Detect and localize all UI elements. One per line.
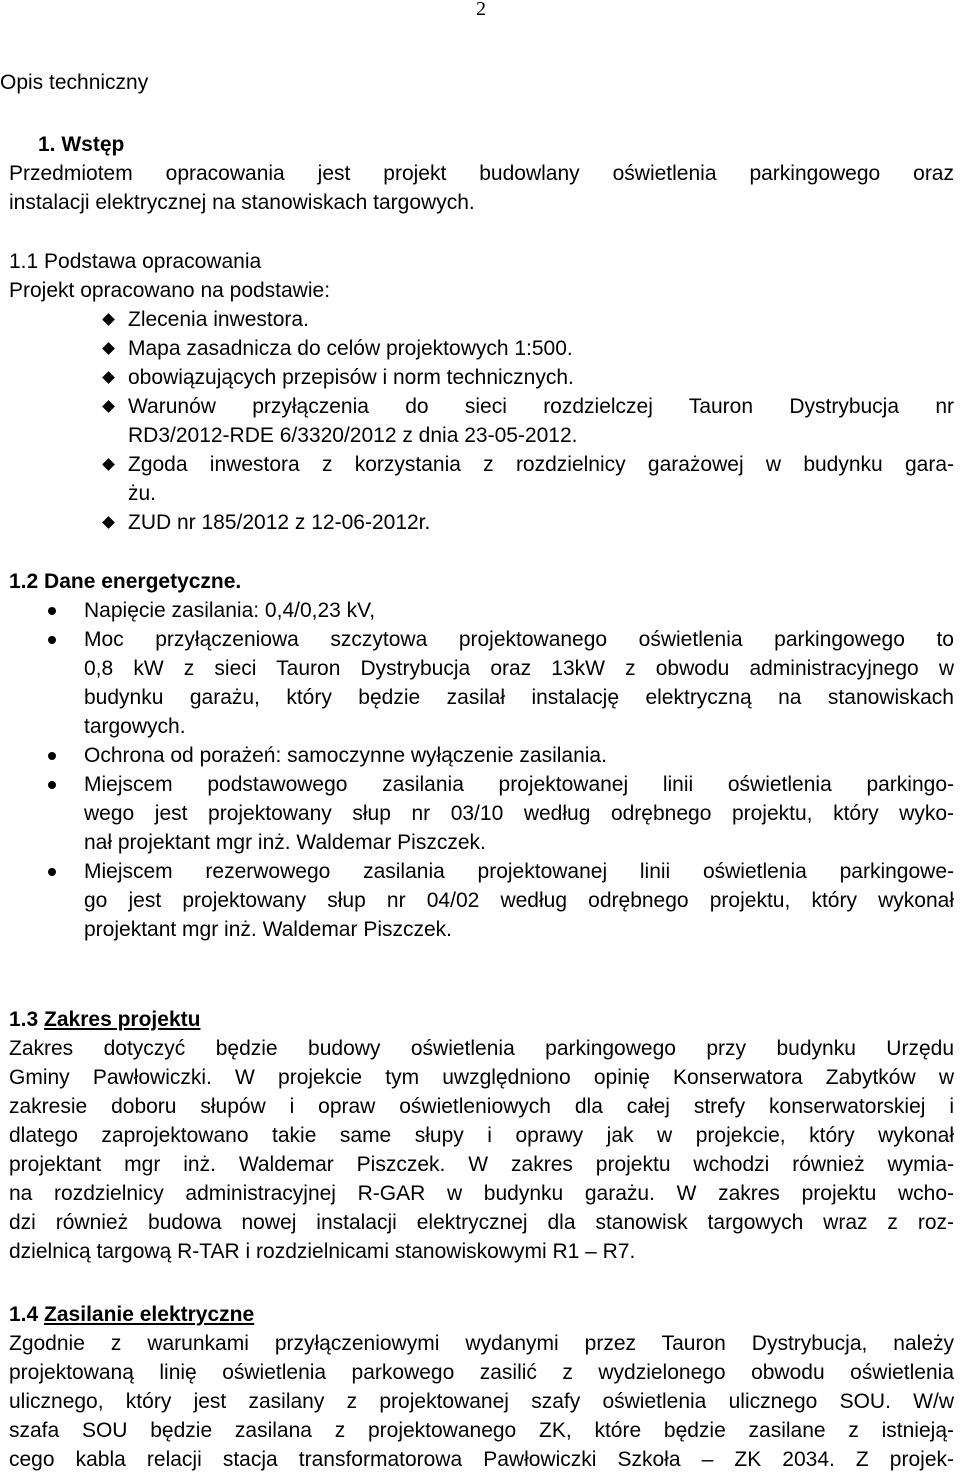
diamond-bullet-icon bbox=[102, 400, 115, 413]
diamond-bullet-icon bbox=[102, 342, 115, 355]
section-1-1-intro: Projekt opracowano na podstawie: bbox=[9, 279, 331, 302]
page-number: 2 bbox=[476, 0, 486, 20]
paragraph-line: dlatego zaprojektowano takie same słupy i oprawy jak w projekcie, który wykonał bbox=[9, 1124, 954, 1147]
paragraph-line: na rozdzielnicy administracyjnej R-GAR w budynku garażu. W zakres projektu wcho- bbox=[9, 1182, 954, 1205]
list-item-continuation: projektant mgr inż. Waldemar Piszczek. bbox=[84, 918, 453, 941]
section-number: 1.3 bbox=[9, 1008, 39, 1031]
list-item: Warunów przyłączenia do sieci rozdzielczej Tauron Dystrybucja nr bbox=[128, 395, 954, 418]
section-title: Zasilanie elektryczne bbox=[44, 1303, 255, 1326]
diamond-bullet-icon bbox=[102, 516, 115, 529]
bullet-dot-icon bbox=[48, 607, 56, 615]
paragraph-line: projektowaną linię oświetlenia parkowego zasilić z wydzielonego obwodu oświetlenia bbox=[9, 1361, 954, 1384]
list-item: Miejscem podstawowego zasilania projektowanej linii oświetlenia parkingo- bbox=[84, 773, 954, 796]
section-title: Zakres projektu bbox=[44, 1008, 201, 1031]
paragraph-line: instalacji elektrycznej na stanowiskach targowych. bbox=[9, 191, 475, 214]
list-item: Zlecenia inwestora. bbox=[128, 308, 309, 331]
paragraph-line: zakresie doboru słupów i opraw oświetleniowych dla całej strefy konserwatorskiej i bbox=[9, 1095, 954, 1118]
list-item: Miejscem rezerwowego zasilania projektowanej linii oświetlenia parkingowe- bbox=[84, 860, 954, 883]
section-1-2-heading: 1.2 Dane energetyczne. bbox=[9, 570, 242, 593]
bullet-dot-icon bbox=[48, 752, 56, 760]
paragraph-line: dzi również budowa nowej instalacji elektrycznej dla stanowisk targowych wraz z roz- bbox=[9, 1211, 954, 1234]
diamond-bullet-icon bbox=[102, 371, 115, 384]
paragraph-line: Przedmiotem opracowania jest projekt budowlany oświetlenia parkingowego oraz bbox=[9, 162, 954, 185]
list-item: Ochrona od porażeń: samoczynne wyłączenie zasilania. bbox=[84, 744, 607, 767]
paragraph-line: Gminy Pawłowiczki. W projekcie tym uwzględniono opinię Konserwatora Zabytków w bbox=[9, 1066, 954, 1089]
section-1-4-heading bbox=[9, 1300, 254, 1329]
paragraph-line: Zakres dotyczyć będzie budowy oświetlenia parkingowego przy budynku Urzędu bbox=[9, 1037, 954, 1060]
list-item: obowiązujących przepisów i norm technicznych. bbox=[128, 366, 574, 389]
list-item-continuation: go jest projektowany słup nr 04/02 według odrębnego projektu, który wykonał bbox=[84, 889, 954, 912]
bullet-dot-icon bbox=[48, 781, 56, 789]
document-title: Opis techniczny bbox=[0, 71, 149, 94]
bullet-dot-icon bbox=[48, 636, 56, 644]
paragraph-line: dzielnicą targową R-TAR i rozdzielnicami stanowiskowymi R1 – R7. bbox=[9, 1240, 636, 1263]
list-item: Mapa zasadnicza do celów projektowych 1:500. bbox=[128, 337, 573, 360]
list-item-continuation: nał projektant mgr inż. Waldemar Piszczek. bbox=[84, 831, 486, 854]
section-number: 1.4 bbox=[9, 1303, 39, 1326]
list-item-continuation: budynku garażu, który będzie zasilał instalację elektryczną na stanowiskach bbox=[84, 686, 954, 709]
list-item-continuation: targowych. bbox=[84, 715, 186, 738]
paragraph-line: szafa SOU będzie zasilana z projektowanego ZK, które będzie zasilane z istnieją- bbox=[9, 1419, 954, 1442]
list-item-continuation: 0,8 kW z sieci Tauron Dystrybucja oraz 13kW z obwodu administracyjnego w bbox=[84, 657, 954, 680]
list-item: Zgoda inwestora z korzystania z rozdzielnicy garażowej w budynku gara- bbox=[128, 453, 954, 476]
paragraph-line: ulicznego, który jest zasilany z projektowanej szafy oświetlenia ulicznego SOU. W/w bbox=[9, 1390, 954, 1413]
section-1-heading: 1. Wstęp bbox=[38, 133, 125, 156]
section-1-3-heading bbox=[9, 1005, 200, 1034]
list-item: Napięcie zasilania: 0,4/0,23 kV, bbox=[84, 599, 376, 622]
diamond-bullet-icon bbox=[102, 458, 115, 471]
paragraph-line: cego kabla relacji stacja transformatorowa Pawłowiczki Szkoła – ZK 2034. Z projek- bbox=[9, 1448, 954, 1471]
list-item: ZUD nr 185/2012 z 12-06-2012r. bbox=[128, 511, 431, 534]
paragraph-line: projektant mgr inż. Waldemar Piszczek. W zakres projektu wchodzi również wymia- bbox=[9, 1153, 954, 1176]
list-item-continuation: RD3/2012-RDE 6/3320/2012 z dnia 23-05-2012. bbox=[128, 424, 578, 447]
paragraph-line: Zgodnie z warunkami przyłączeniowymi wydanymi przez Tauron Dystrybucja, należy bbox=[9, 1332, 954, 1355]
diamond-bullet-icon bbox=[102, 313, 115, 326]
list-item: Moc przyłączeniowa szczytowa projektowanego oświetlenia parkingowego to bbox=[84, 628, 954, 651]
list-item-continuation: wego jest projektowany słup nr 03/10 według odrębnego projektu, który wyko- bbox=[84, 802, 954, 825]
bullet-dot-icon bbox=[48, 868, 56, 876]
section-1-1-heading: 1.1 Podstawa opracowania bbox=[9, 250, 262, 273]
list-item-continuation: żu. bbox=[128, 482, 157, 505]
